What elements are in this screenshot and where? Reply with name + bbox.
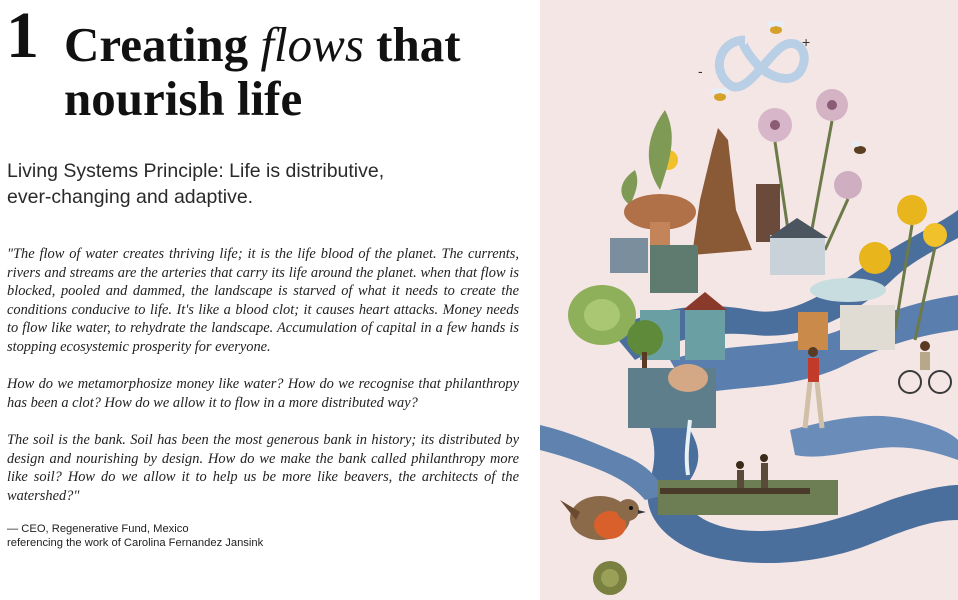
flower-icon [810, 89, 862, 250]
robin-icon [560, 496, 646, 540]
title-part-1: Creating [64, 17, 261, 72]
tree-icon [627, 320, 663, 370]
principle-line-2: ever-changing and adaptive. [7, 186, 254, 208]
principle-line-1: Living Systems Principle: Life is distributive, [7, 160, 385, 182]
quote-paragraph-1: "The flow of water creates thriving life; it is the life blood of the planet. The currents, rivers and streams are the arteries that carry its life around the planet. when that flow is blocked, pooled and dammed, the landscape is starved of what it needs to create the conditions conducive to life. It's like a blood clot; it causes heart attacks. Money needs to flow like water, to rehydrate the landscape. Accumulation of capital in a few hands is stopping ecosystemic prosperity for everyone. [7, 246, 519, 355]
log-bridge [660, 488, 810, 494]
landscape-photo [658, 480, 838, 515]
collage-svg [540, 0, 958, 600]
principle-statement [7, 158, 507, 210]
rock-castle [692, 128, 752, 255]
quote-block [7, 245, 519, 524]
collage-illustration [540, 0, 958, 600]
bee-icon [711, 88, 729, 101]
bee-icon [851, 141, 866, 154]
minus-sign: - [698, 63, 703, 79]
leaves-icon [621, 110, 671, 205]
attribution-line-1: — CEO, Regenerative Fund, Mexico [7, 523, 189, 535]
page-title [64, 18, 534, 126]
chapter-number: 1 [6, 0, 39, 72]
title-emphasis: flows [260, 17, 364, 72]
quote-paragraph-3: The soil is the bank. Soil has been the most generous bank in history; its distributed by design and nourishing by design. How do we make the bank called philanthropy more like soil? How do we allow it to help us be more like beavers, the architects of the watershed?" [7, 431, 519, 504]
attribution-line-2: referencing the work of Carolina Fernandez Jansink [7, 537, 264, 549]
plus-sign: + [802, 34, 811, 50]
infinity-icon [719, 40, 804, 87]
bee-icon [767, 21, 785, 34]
quote-paragraph-2: How do we metamorphosize money like water? How do we recognise that philanthropy has been a clot? How do we allow it to flow in a more distributed way? [7, 376, 519, 411]
cloud-shape [810, 278, 886, 302]
cyclist-icon [899, 341, 951, 393]
title-part-2: that nourish life [64, 17, 461, 126]
lettuce-center [584, 299, 620, 331]
attribution [7, 522, 507, 550]
child-face [668, 364, 708, 392]
seed-pod-icon [593, 561, 627, 595]
